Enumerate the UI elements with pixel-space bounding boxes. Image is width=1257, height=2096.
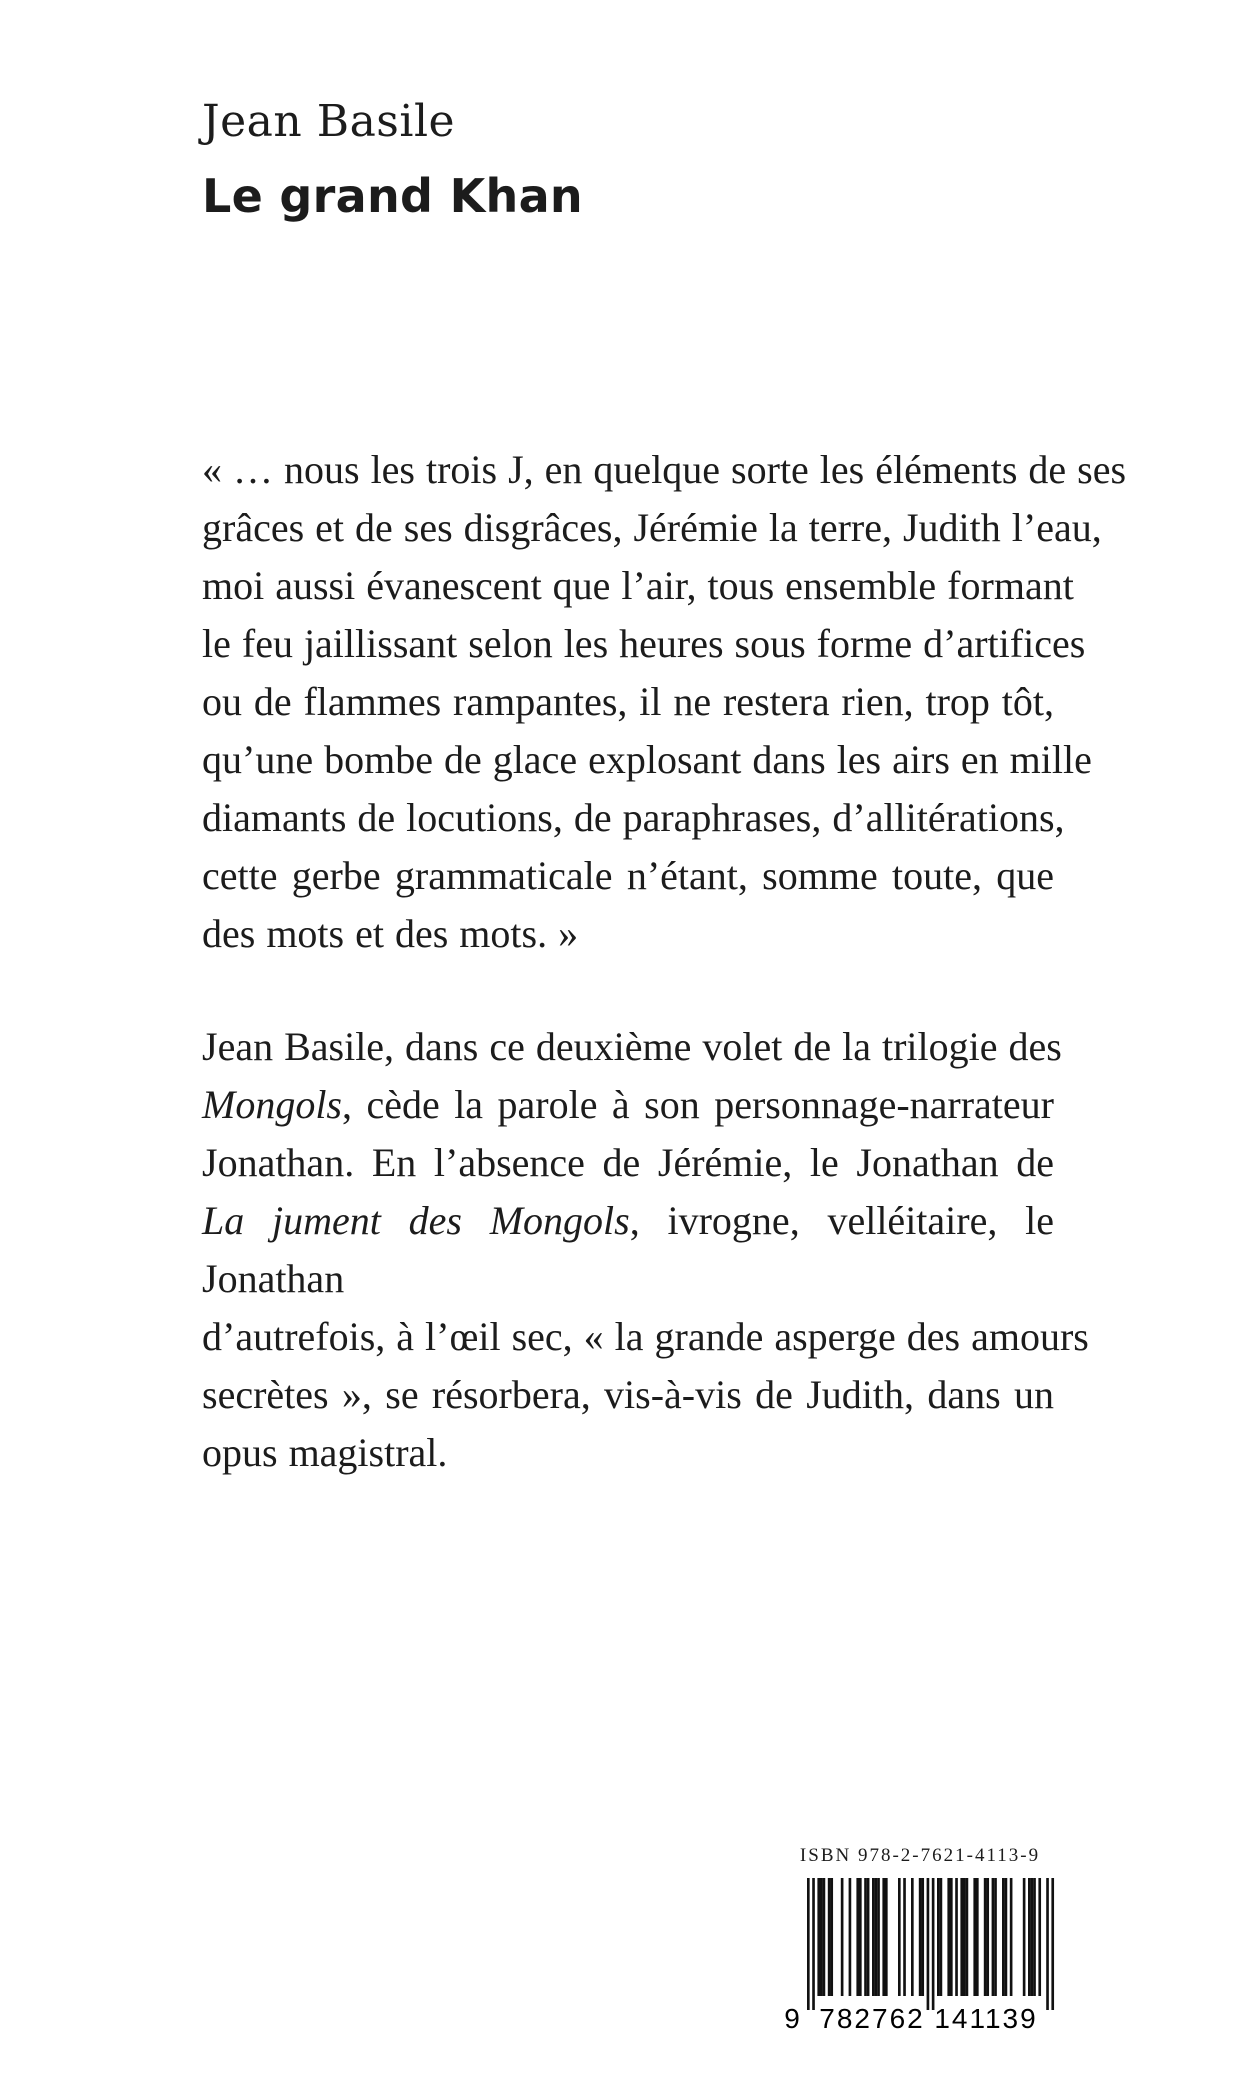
- description-text: , ivrogne, velléitaire, le Jonathan: [202, 1198, 1054, 1301]
- barcode-right-digits: 141139: [934, 2003, 1038, 2032]
- barcode-bar: [963, 1878, 966, 1996]
- barcode-bar: [882, 1878, 885, 1996]
- barcode-guard-bar: [807, 1878, 810, 2010]
- ean-barcode: [784, 1878, 1056, 2032]
- author-name: Jean Basile: [202, 96, 456, 147]
- barcode-bar: [820, 1878, 823, 1996]
- barcode-left-digits: 782762: [819, 2003, 925, 2032]
- quote-line: grâces et de ses disgrâces, Jérémie la terre, Judith l’eau,: [202, 505, 1102, 550]
- description-line: secrètes », se résorbera, vis-à-vis de Judith, dans un: [202, 1372, 1054, 1417]
- barcode-bar: [823, 1878, 826, 1996]
- quote-line: qu’une bombe de glace explosant dans les airs en mille: [202, 737, 1092, 782]
- quote-line: « … nous les trois J, en quelque sorte les éléments de ses: [202, 447, 1127, 492]
- barcode-bar: [841, 1878, 844, 1996]
- barcode-bar: [877, 1878, 880, 1996]
- barcode-bar: [992, 1878, 995, 1996]
- barcode-bar: [828, 1878, 831, 1996]
- barcode-bar: [986, 1878, 989, 1996]
- barcode-bar: [950, 1878, 953, 1996]
- barcode-bar: [856, 1878, 859, 1996]
- barcode-bar: [1023, 1878, 1026, 1996]
- barcode-guard-bar: [932, 1878, 935, 2010]
- barcode-block: [784, 1844, 1056, 2032]
- description-line: [202, 1192, 1054, 1308]
- quote-line: diamants de locutions, de paraphrases, d’allitérations,: [202, 795, 1065, 840]
- barcode-bar: [994, 1878, 997, 1996]
- barcode-bar: [921, 1878, 924, 1996]
- barcode-guard-bar: [1051, 1878, 1054, 2010]
- book-title: Le grand Khan: [202, 169, 583, 223]
- description-line: d’autrefois, à l’œil sec, « la grande asperge des amours: [202, 1314, 1089, 1359]
- description-line: opus magistral.: [202, 1430, 448, 1475]
- blurb-quote: [202, 441, 1127, 963]
- barcode-bar: [867, 1878, 870, 1996]
- description-line: Jonathan. En l’absence de Jérémie, le Jonathan de: [202, 1140, 1054, 1185]
- barcode-first-digit: 9: [784, 2003, 800, 2032]
- barcode-bar: [898, 1878, 901, 1996]
- barcode-guard-bar: [812, 1878, 815, 2010]
- quote-line: ou de flammes rampantes, il ne restera rien, trop tôt,: [202, 679, 1054, 724]
- barcode-bar: [1002, 1878, 1005, 1996]
- barcode-bar: [830, 1878, 833, 1996]
- description-line: [202, 1076, 1054, 1134]
- book-description: [202, 1018, 1089, 1482]
- isbn-label: ISBN 978-2-7621-4113-9: [799, 1845, 1041, 1866]
- quote-line: moi aussi évanescent que l’air, tous ensemble formant: [202, 563, 1074, 608]
- barcode-bar: [1038, 1878, 1041, 1996]
- barcode-bar: [973, 1878, 976, 1996]
- barcode-bar: [903, 1878, 906, 1996]
- barcode-bar: [817, 1878, 820, 1996]
- barcode-bar: [984, 1878, 987, 1996]
- prior-book-title-italic: La jument des Mongols: [202, 1198, 630, 1243]
- quote-line: cette gerbe grammaticale n’étant, somme toute, que: [202, 853, 1054, 898]
- barcode-bar: [872, 1878, 875, 1996]
- series-title-italic: Mongols: [202, 1082, 342, 1127]
- barcode-bar: [849, 1878, 852, 1996]
- barcode-bar: [937, 1878, 940, 1996]
- barcode-bar: [859, 1878, 862, 1996]
- barcode-bar: [919, 1878, 922, 1996]
- barcode-bar: [947, 1878, 950, 1996]
- barcode-bar: [1028, 1878, 1031, 1996]
- barcode-bar: [955, 1878, 958, 1996]
- barcode-bar: [875, 1878, 878, 1996]
- description-text: , cède la parole à son personnage-narrateur: [342, 1082, 1054, 1127]
- barcode-bar: [1033, 1878, 1036, 1996]
- quote-line: des mots et des mots. »: [202, 911, 579, 956]
- barcode-bar: [911, 1878, 914, 1996]
- barcode-bars: [807, 1878, 1054, 2010]
- barcode-bar: [940, 1878, 943, 1996]
- barcode-guard-bar: [1046, 1878, 1049, 2010]
- barcode-bar: [1031, 1878, 1034, 1996]
- quote-line: le feu jaillissant selon les heures sous forme d’artifices: [202, 621, 1086, 666]
- barcode-bar: [1010, 1878, 1013, 1996]
- description-line: Jean Basile, dans ce deuxième volet de la trilogie des: [202, 1024, 1062, 1069]
- barcode-bar: [966, 1878, 969, 1996]
- barcode-bar: [960, 1878, 963, 1996]
- barcode-bar: [885, 1878, 888, 1996]
- barcode-bar: [864, 1878, 867, 1996]
- barcode-guard-bar: [927, 1878, 930, 2010]
- barcode-bar: [976, 1878, 979, 1996]
- barcode-bar: [1005, 1878, 1008, 1996]
